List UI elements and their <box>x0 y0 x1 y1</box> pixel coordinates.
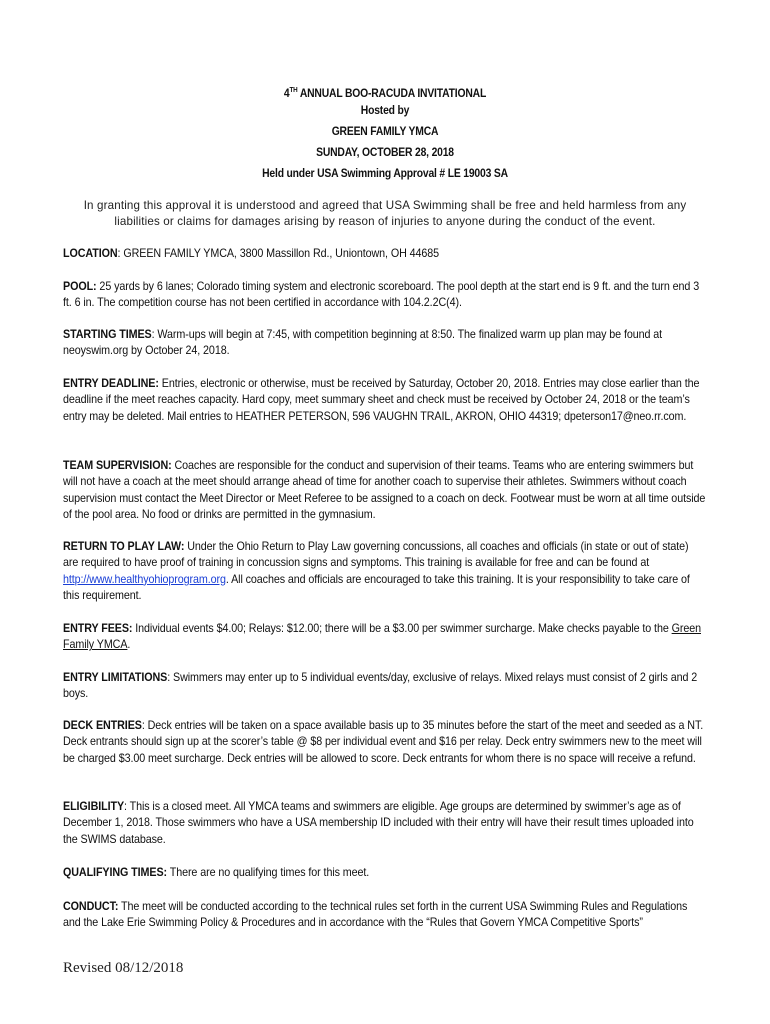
entry-fees-text-end: . <box>127 637 131 652</box>
approval-disclaimer: In granting this approval it is understood and agreed that USA Swimming shall be free and held harmless from any liabilities or claims for damages arising by reason of injuries to anyone during the conduct of the event. <box>83 199 687 228</box>
section-conduct <box>63 898 705 931</box>
sanction-line: Held under USA Swimming Approval # LE 19003 SA <box>262 168 508 180</box>
hosted-by: Hosted by <box>360 105 410 117</box>
starting-times-text: : Warm-ups will begin at 7:45, with competition beginning at 8:50. The finalized warm up plan may be found at neoyswim.org by October 24, 2018. <box>63 327 663 358</box>
entry-limitations-text: : Swimmers may enter up to 5 individual events/day, exclusive of relays. Mixed relays must consist of 2 girls and 2 boys. <box>63 670 698 701</box>
pool-label: POOL: <box>63 279 97 293</box>
return-to-play-text-end: . All coaches and officials are encouraged to take this training. It is your responsibility to take care of this requirement. <box>63 571 690 603</box>
healthy-ohio-link[interactable]: http://www.healthyohioprogram.org <box>63 571 226 586</box>
section-entry-limitations <box>63 669 705 702</box>
section-location <box>63 245 705 261</box>
deck-entries-text: : Deck entries will be taken on a space available basis up to 35 minutes before the start of the meet and seeded as a NT. Deck entrants should sign up at the scorer’s table @ $8 per individual event and $16 per relay. Deck entry swimmers new to the meet will be charged $3.00 meet surcharge. Deck entries will be allowed to score. Deck entrants for whom there is no space will receive a refund. <box>63 718 704 765</box>
section-deck-entries <box>63 717 705 766</box>
meet-date: SUNDAY, OCTOBER 28, 2018 <box>316 147 454 159</box>
location-label: LOCATION <box>63 246 118 260</box>
section-eligibility <box>63 798 705 847</box>
section-return-to-play <box>63 538 705 604</box>
entry-deadline-text: Entries, electronic or otherwise, must be received by Saturday, October 20, 2018. Entries may close earlier than the deadline if the meet reaches capacity. Hard copy, meet summary sheet and check must be received by October 24, 2018 or the team’s entry may be deleted. Mail entries to HEATHER PETERSON, 596 VAUGHN TRAIL, AKRON, OHIO 44319; dpeterson17@neo.rr.com. <box>63 376 700 423</box>
team-supervision-label: TEAM SUPERVISION: <box>63 458 172 472</box>
deck-entries-label: DECK ENTRIES <box>63 718 142 732</box>
revision-date: Revised 08/12/2018 <box>63 960 184 976</box>
title-ordinal: 4 <box>283 88 290 100</box>
section-entry-fees <box>63 620 705 653</box>
pool-text: 25 yards by 6 lanes; Colorado timing system and electronic scoreboard. The pool depth at the start end is 9 ft. and the turn end 3 ft. 6 in. The competition course has not been certified in accordance with 104.2.2C(4). <box>63 279 700 310</box>
conduct-text: The meet will be conducted according to the technical rules set forth in the current USA Swimming Rules and Regulations and the Lake Erie Swimming Policy & Procedures and in accordance with the “Rules that Govern YMCA Competitive Sports” <box>63 899 688 930</box>
section-qualifying-times <box>63 864 705 880</box>
meet-title <box>39 80 732 101</box>
entry-limitations-label: ENTRY LIMITATIONS <box>63 670 168 684</box>
entry-deadline-label: ENTRY DEADLINE: <box>63 376 159 390</box>
location-text: : GREEN FAMILY YMCA, 3800 Massillon Rd., Uniontown, OH 44685 <box>117 246 440 260</box>
title-text: ANNUAL BOO-RACUDA INVITATIONAL <box>297 88 487 100</box>
team-supervision-text: Coaches are responsible for the conduct and supervision of their teams. Teams who are entering swimmers but will not have a coach at the meet should arrange ahead of time for another coach to supervise their athletes. Swimmers without coach supervision must contact the Meet Director or Meet Referee to be assigned to a coach on deck. Footwear must be worn at all time outside of the pool area. No food or drinks are permitted in the gymnasium. <box>63 458 706 522</box>
host-name: GREEN FAMILY YMCA <box>331 126 439 138</box>
title-ordinal-suffix: TH <box>289 87 298 94</box>
conduct-label: CONDUCT: <box>63 899 119 913</box>
entry-fees-label: ENTRY FEES: <box>63 621 133 635</box>
starting-times-label: STARTING TIMES <box>63 327 152 341</box>
section-entry-deadline <box>63 375 705 424</box>
section-starting-times <box>63 326 705 359</box>
section-pool <box>63 278 705 311</box>
payee-name: Green Family YMCA <box>63 621 701 652</box>
document-header <box>0 80 770 185</box>
eligibility-text: : This is a closed meet. All YMCA teams and swimmers are eligible. Age groups are determined by swimmer’s age as of December 1, 2018. Those swimmers who have a USA membership ID included with their entry will have their result times uploaded into the SWIMS database. <box>63 799 694 846</box>
return-to-play-text: Under the Ohio Return to Play Law governing concussions, all coaches and officials (in state or out of state) are required to have proof of training in concussion signs and symptoms. This training is available for free and can be found at <box>63 539 689 570</box>
entry-fees-text: Individual events $4.00; Relays: $12.00; there will be a $3.00 per swimmer surcharge. Make checks payable to the <box>132 621 672 635</box>
eligibility-label: ELIGIBILITY <box>63 799 125 813</box>
qualifying-times-label: QUALIFYING TIMES: <box>63 865 168 879</box>
return-to-play-label: RETURN TO PLAY LAW: <box>63 539 185 553</box>
section-team-supervision <box>63 457 705 523</box>
qualifying-times-text: There are no qualifying times for this meet. <box>167 865 370 879</box>
